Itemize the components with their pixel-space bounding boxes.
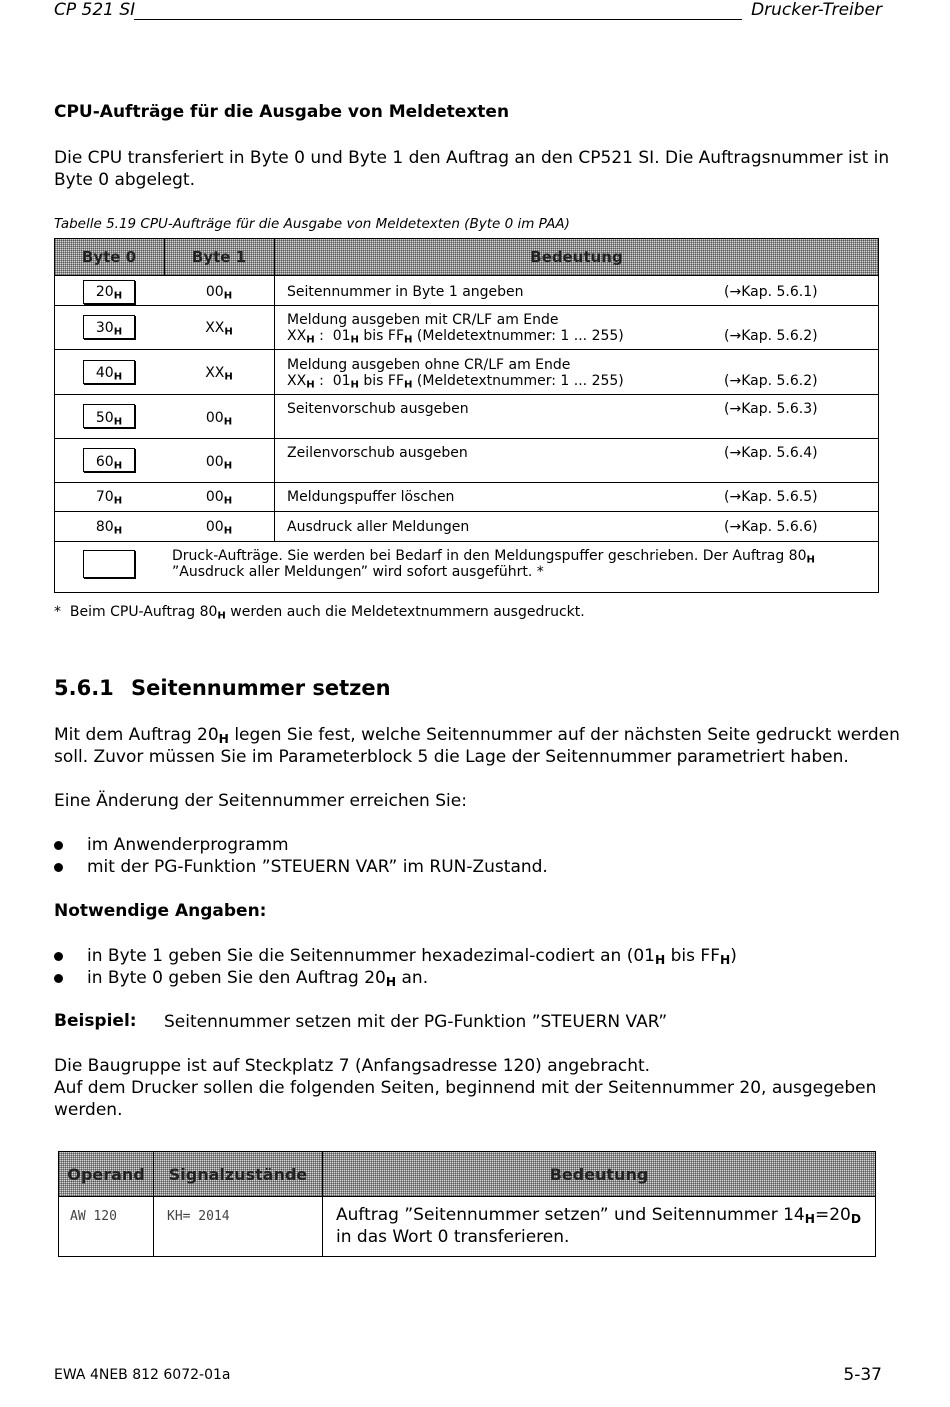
cell-byte0: $50_H$: [95, 410, 123, 428]
section-title: CPU-Aufträge für die Ausgabe von Meldetexten: [54, 102, 510, 122]
cell-reference: (→Kap. 5.6.2): [724, 373, 818, 389]
cell-reference: (→Kap. 5.6.6): [724, 519, 818, 535]
hline: [55, 394, 878, 395]
bullet-item: in Byte 1 geben Sie die Seitennummer hexadezimal-codiert an ($01_H$ bis $FF_H$): [87, 946, 737, 968]
cell-byte1: $XX_H$: [205, 320, 233, 338]
bullet-icon: [54, 974, 63, 983]
cell-byte0: $30_H$: [95, 320, 123, 338]
legend-line-1: Druck-Aufträge. Sie werden bei Bedarf in den Meldungspuffer geschrieben. Der Auftrag $80_H$: [172, 548, 815, 566]
bullet-item: mit der PG-Funktion ”STEUERN VAR” im RUN-Zustand.: [87, 857, 548, 877]
cell-byte1: $XX_H$: [205, 365, 233, 383]
cell-byte1: $00_H$: [205, 284, 233, 302]
bullet-icon: [54, 863, 63, 872]
cell-operand: AW 120: [70, 1209, 117, 1224]
header-rule: [134, 19, 742, 20]
hline: [55, 305, 878, 306]
intro-line-2: Byte 0 abgelegt.: [54, 170, 195, 190]
header-byte0: Byte 0: [81, 248, 137, 266]
example-table: [58, 1151, 876, 1257]
hline: [59, 1196, 875, 1197]
legend-line-2: ”Ausdruck aller Meldungen” wird sofort ausgeführt. *: [172, 564, 544, 580]
example-text: Seitennummer setzen mit der PG-Funktion ”STEUERN VAR”: [164, 1012, 668, 1032]
vline: [322, 1152, 323, 1256]
page-number: 5-37: [843, 1365, 882, 1385]
cell-byte0: $70_H$: [95, 489, 123, 507]
footer-left: EWA 4NEB 812 6072-01a: [54, 1367, 231, 1383]
cell-meaning-detail: $XX_H$ : $01_H$ bis $FF_H$ (Meldetextnummer: 1 ... 255): [287, 328, 624, 346]
vline: [153, 1152, 154, 1256]
vline: [274, 239, 275, 275]
cell-byte0: $80_H$: [95, 519, 123, 537]
para2: Eine Änderung der Seitennummer erreichen Sie:: [54, 791, 467, 811]
header-operand: Operand: [67, 1164, 145, 1184]
hline: [55, 482, 878, 483]
cell-byte1: $00_H$: [205, 489, 233, 507]
header-right: Drucker-Treiber: [751, 0, 882, 20]
intro-line-1: Die CPU transferiert in Byte 0 und Byte 1 den Auftrag an den CP521 SI. Die Auftragsnummer ist in: [54, 148, 890, 168]
legend-box: [83, 550, 135, 578]
cell-reference: (→Kap. 5.6.1): [724, 284, 818, 300]
bullet-item: im Anwenderprogramm: [87, 835, 289, 855]
cell-reference: (→Kap. 5.6.3): [724, 401, 818, 417]
para1-line-1: Mit dem Auftrag $20_H$ legen Sie fest, welche Seitennummer auf der nächsten Seite gedruckt werden: [54, 725, 900, 747]
hline: [55, 541, 878, 542]
cell-meaning-detail: $XX_H$ : $01_H$ bis $FF_H$ (Meldetextnummer: 1 ... 255): [287, 373, 624, 391]
cell-meaning-line-1: Auftrag ”Seitennummer setzen” und Seitennummer $14_H=20_D$: [336, 1205, 862, 1227]
required-heading: Notwendige Angaben:: [54, 901, 267, 921]
bullet-icon: [54, 952, 63, 961]
cell-meaning: Meldung ausgeben mit CR/LF am Ende: [287, 312, 559, 328]
hline: [55, 275, 878, 276]
cell-byte0: $40_H$: [95, 365, 123, 383]
cell-byte0: $20_H$: [95, 284, 123, 302]
cell-meaning: Meldungspuffer löschen: [287, 489, 455, 505]
bullet-item: in Byte 0 geben Sie den Auftrag $20_H$ an.: [87, 968, 429, 990]
cell-reference: (→Kap. 5.6.2): [724, 328, 818, 344]
cell-meaning: Seitennummer in Byte 1 angeben: [287, 284, 524, 300]
cell-reference: (→Kap. 5.6.5): [724, 489, 818, 505]
cpu-orders-table: [54, 238, 879, 593]
cell-meaning: Seitenvorschub ausgeben: [287, 401, 469, 417]
bullet-icon: [54, 841, 63, 850]
para3-line-2: Auf dem Drucker sollen die folgenden Seiten, beginnend mit der Seitennummer 20, ausgegeben: [54, 1078, 877, 1098]
header-signal: Signalzustände: [168, 1164, 308, 1184]
cell-reference: (→Kap. 5.6.4): [724, 445, 818, 461]
hline: [55, 511, 878, 512]
cell-meaning: Meldung ausgeben ohne CR/LF am Ende: [287, 357, 571, 373]
para3-line-3: werden.: [54, 1100, 123, 1120]
header-byte1: Byte 1: [191, 248, 247, 266]
para1-line-2: soll. Zuvor müssen Sie im Parameterblock 5 die Lage der Seitennummer parametriert haben.: [54, 747, 849, 767]
cell-meaning-line-2: in das Wort 0 transferieren.: [336, 1227, 570, 1247]
header-meaning: Bedeutung: [530, 248, 623, 266]
header-left: CP 521 SI: [54, 0, 136, 20]
section-heading: Seitennummer setzen: [131, 676, 391, 700]
cell-byte1: $00_H$: [205, 454, 233, 472]
cell-signal: KH= 2014: [167, 1209, 230, 1224]
cell-byte1: $00_H$: [205, 519, 233, 537]
cell-meaning: Ausdruck aller Meldungen: [287, 519, 470, 535]
vline: [164, 239, 165, 275]
vline: [274, 275, 275, 541]
cell-byte1: $00_H$: [205, 410, 233, 428]
example-label: Beispiel:: [54, 1011, 137, 1031]
cell-meaning: Zeilenvorschub ausgeben: [287, 445, 468, 461]
cell-byte0: $60_H$: [95, 454, 123, 472]
para3-line-1: Die Baugruppe ist auf Steckplatz 7 (Anfangsadresse 120) angebracht.: [54, 1056, 651, 1076]
hline: [55, 349, 878, 350]
table-footnote: * Beim CPU-Auftrag $80_H$ werden auch die Meldetextnummern ausgedruckt.: [54, 604, 585, 622]
table-caption: Tabelle 5.19 CPU-Aufträge für die Ausgabe von Meldetexten (Byte 0 im PAA): [54, 216, 570, 232]
header-meaning: Bedeutung: [549, 1164, 649, 1184]
hline: [55, 438, 878, 439]
section-number: 5.6.1: [54, 676, 114, 700]
